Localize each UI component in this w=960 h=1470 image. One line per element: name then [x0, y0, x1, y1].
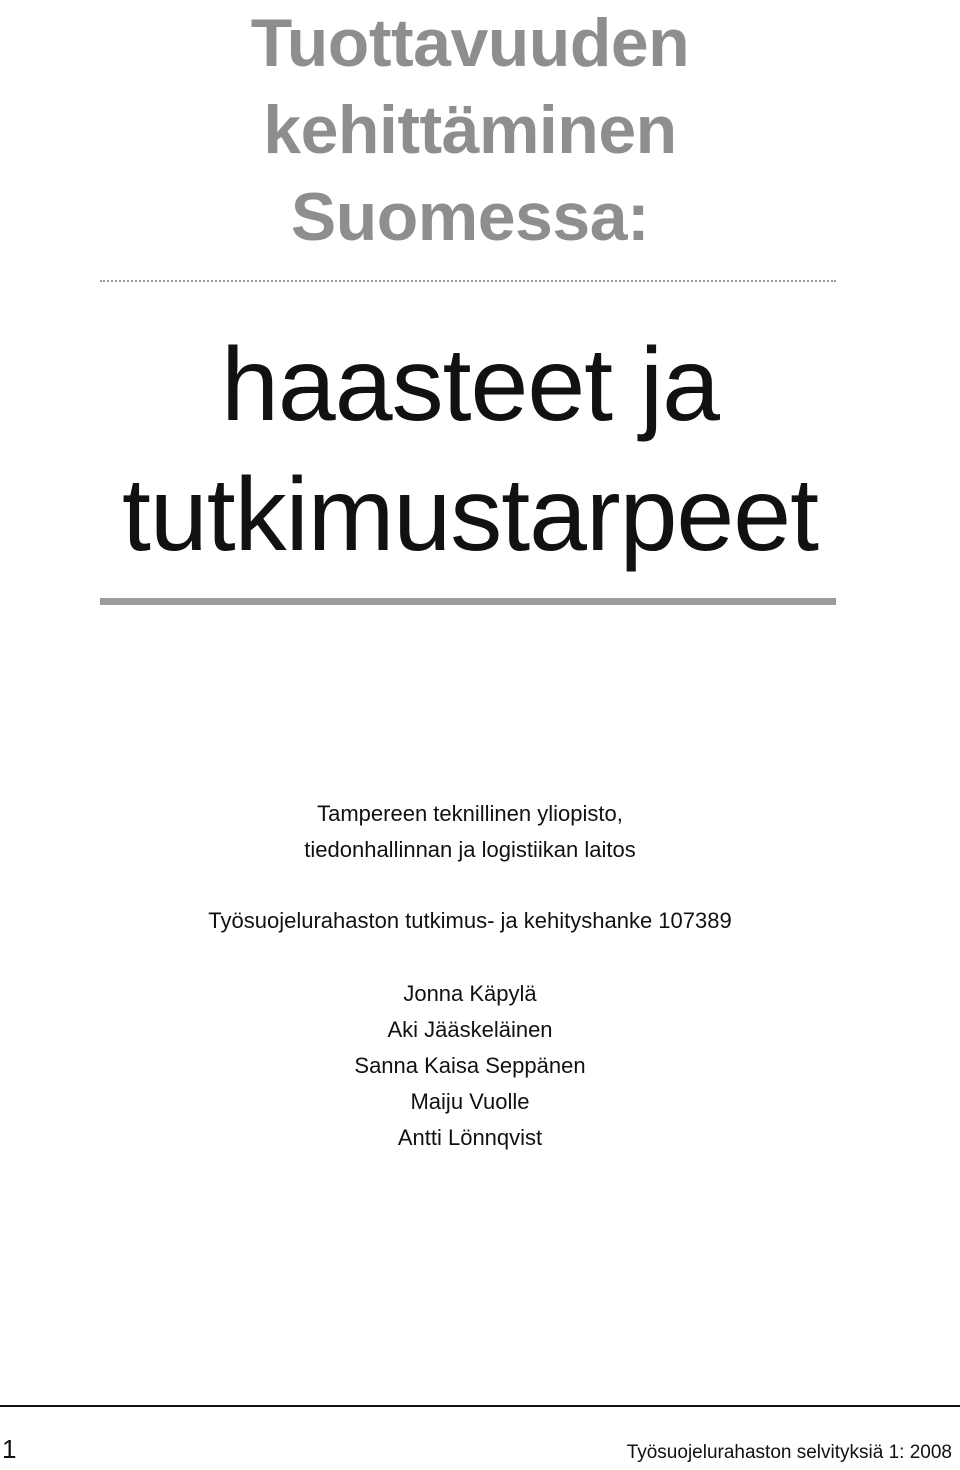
author-name: Maiju Vuolle: [410, 1089, 530, 1114]
subtitle: [90, 320, 850, 580]
main-title-line-2: kehittäminen: [263, 92, 677, 168]
subtitle-line-2: tutkimustarpeet: [122, 457, 818, 573]
author-name: Jonna Käpylä: [403, 981, 537, 1006]
project-line: Työsuojelurahaston tutkimus- ja kehityshanke 107389: [208, 908, 732, 933]
dotted-divider: [100, 280, 836, 282]
author-list: [80, 976, 860, 1156]
affiliation: [80, 796, 860, 868]
author-name: Aki Jääskeläinen: [387, 1017, 553, 1042]
affiliation-line-1: Tampereen teknillinen yliopisto,: [317, 801, 623, 826]
thick-divider: [100, 598, 836, 605]
main-title: [100, 0, 840, 261]
main-title-line-1: Tuottavuuden: [250, 5, 690, 81]
main-title-line-3: Suomessa:: [290, 179, 650, 255]
page-number: 1: [2, 1434, 17, 1464]
footer-divider: [0, 1405, 960, 1407]
subtitle-line-1: haasteet ja: [221, 327, 719, 443]
affiliation-line-2: tiedonhallinnan ja logistiikan laitos: [304, 837, 636, 862]
series-label: Työsuojelurahaston selvityksiä 1: 2008: [626, 1442, 952, 1463]
author-name: Sanna Kaisa Seppänen: [354, 1053, 586, 1078]
project-info: [80, 903, 860, 939]
author-name: Antti Lönnqvist: [397, 1125, 543, 1150]
